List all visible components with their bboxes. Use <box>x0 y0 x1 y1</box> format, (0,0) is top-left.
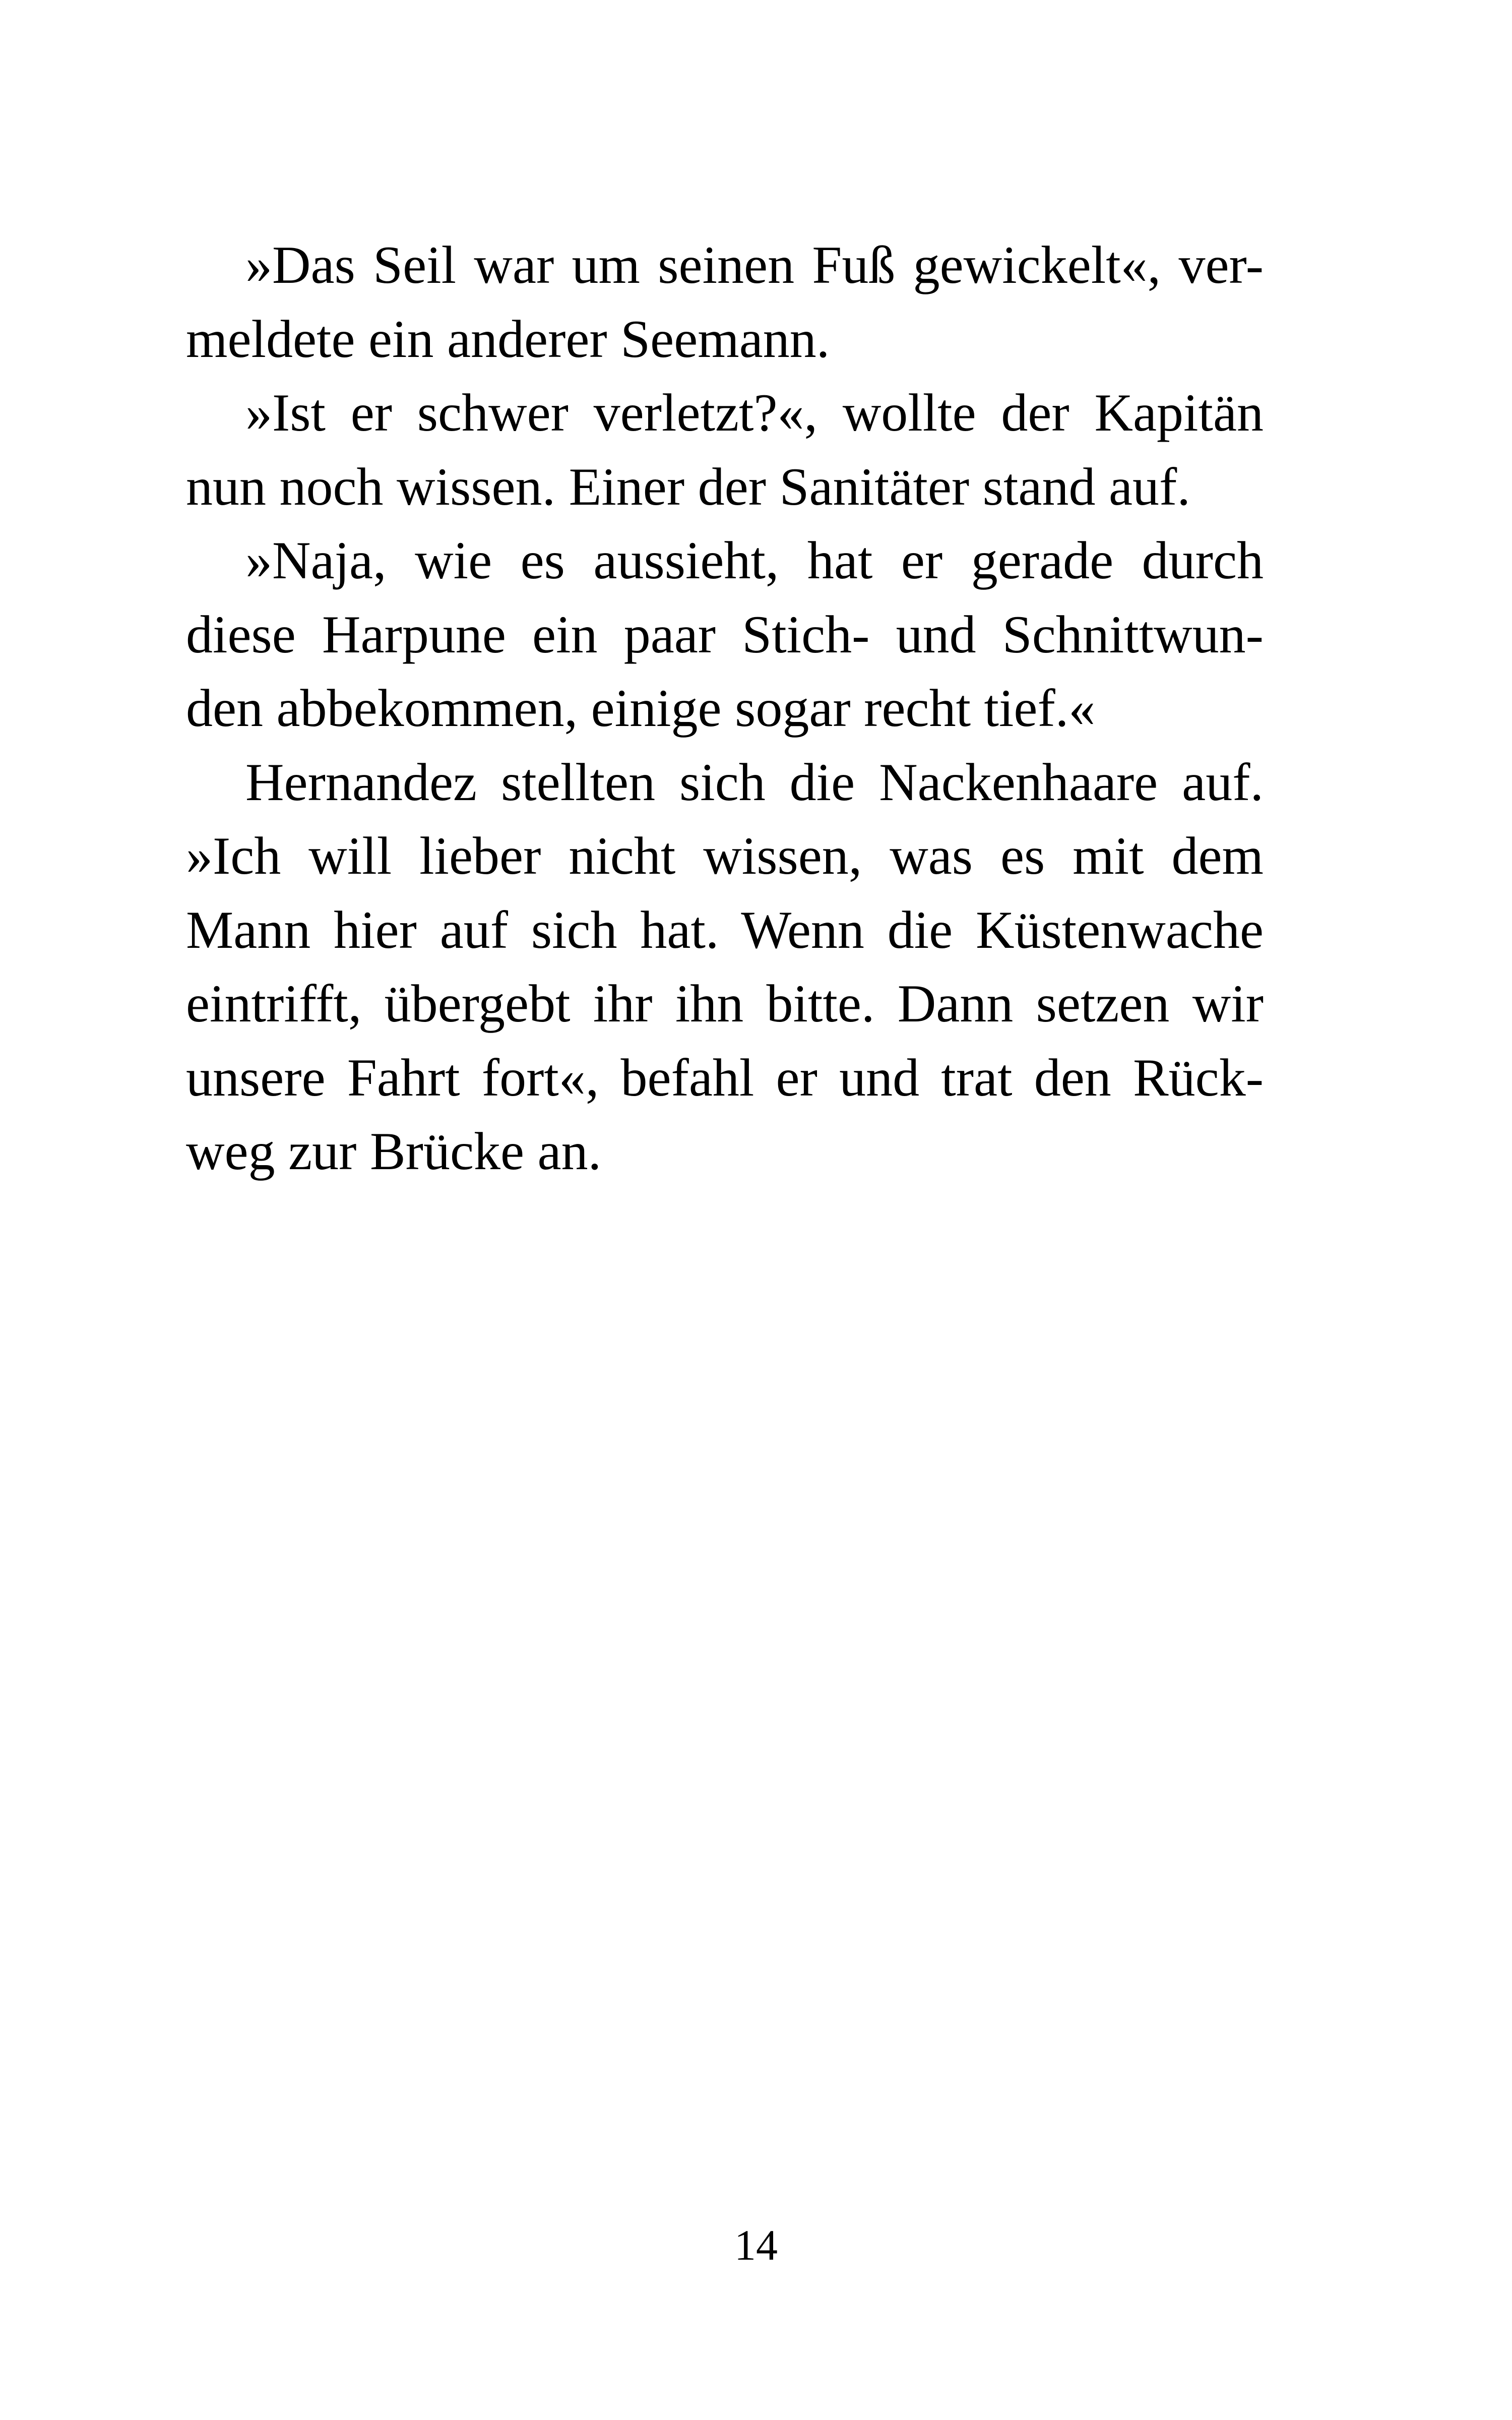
text-line: eintrifft, übergebt ihr ihn bitte. Dann setzen wir <box>186 974 1264 1033</box>
text-line: »Naja, wie es aussieht, hat er gerade durch <box>245 531 1264 590</box>
text-line: »Das Seil war um seinen Fuß gewickelt«, ver- <box>245 235 1264 294</box>
body-text <box>186 228 1264 1189</box>
text-line: den abbekommen, einige sogar recht tief.« <box>186 679 1096 738</box>
text-line: »Ich will lieber nicht wissen, was es mit dem <box>186 826 1264 885</box>
text-line: nun noch wissen. Einer der Sanitäter stand auf. <box>186 457 1190 516</box>
text-line: weg zur Brücke an. <box>186 1122 602 1181</box>
page-number: 14 <box>734 2221 778 2269</box>
text-line: meldete ein anderer Seemann. <box>186 309 830 369</box>
text-line: »Ist er schwer verletzt?«, wollte der Kapitän <box>245 383 1264 442</box>
text-line: Mann hier auf sich hat. Wenn die Küstenwache <box>186 900 1264 959</box>
text-line: Hernandez stellten sich die Nackenhaare auf. <box>245 752 1264 812</box>
text-line: diese Harpune ein paar Stich- und Schnittwun- <box>186 604 1264 664</box>
text-line: unsere Fahrt fort«, befahl er und trat den Rück- <box>186 1048 1264 1107</box>
